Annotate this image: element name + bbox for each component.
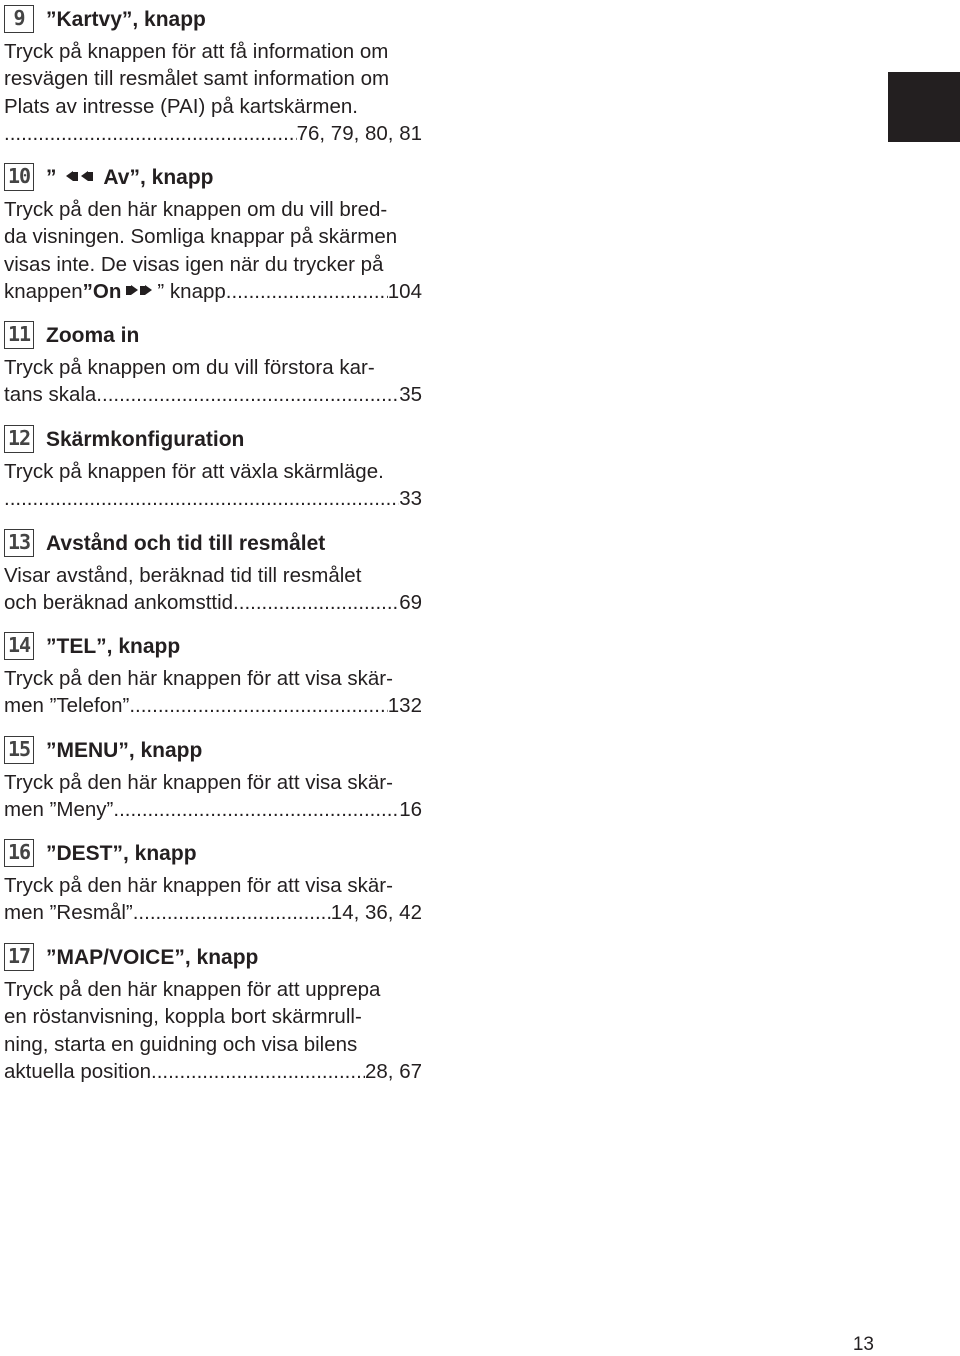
ref-pages: 132 (387, 694, 422, 718)
page-reference (4, 899, 422, 926)
entry-title (46, 164, 213, 192)
ref-prefix: aktuella position. (4, 1059, 157, 1083)
body-line: Tryck på den här knappen för att visa skär- (4, 667, 393, 690)
page-reference (4, 381, 422, 408)
entry-title: Avstånd och tid till resmålet (46, 532, 326, 555)
ref-pages: 33 (399, 487, 422, 511)
ref-prefix: men ”Resmål”. (4, 901, 139, 925)
title-text: Av”, knapp (103, 166, 214, 189)
entry-body (4, 458, 422, 513)
entry-body (4, 665, 422, 720)
entry-header (4, 422, 422, 458)
number-badge: 16 (4, 839, 34, 867)
ref-pages: 16 (399, 798, 422, 822)
leader-dots (226, 278, 388, 305)
entry-header (4, 2, 422, 38)
ref-prefix: tans skala. (4, 383, 102, 407)
entry-14 (4, 629, 422, 720)
leader-dots (4, 485, 399, 512)
page-reference (4, 485, 422, 512)
body-line: Tryck på den här knappen för att visa skär- (4, 771, 393, 794)
ref-pages: 69 (399, 591, 422, 615)
ref-prefix: och beräknad ankomsttid. (4, 591, 239, 615)
page-reference (4, 692, 422, 719)
entry-body (4, 38, 422, 147)
page-reference (4, 278, 422, 305)
ref-prefix: men ”Meny”. (4, 798, 120, 822)
number-badge: 14 (4, 632, 34, 660)
number-badge: 15 (4, 736, 34, 764)
entry-body (4, 976, 422, 1085)
body-line (4, 38, 422, 65)
body-line: Tryck på knappen om du vill förstora kar- (4, 356, 375, 379)
ref-pages: 76, 79, 80, 81 (296, 121, 422, 145)
entry-11 (4, 318, 422, 409)
entry-title: ”MENU”, knapp (46, 739, 203, 762)
leader-dots (138, 899, 330, 926)
ref-pages: 35 (399, 383, 422, 407)
entry-body (4, 354, 422, 409)
leader-dots (4, 120, 297, 147)
number-badge: 11 (4, 321, 34, 349)
body-line: visas inte. De visas igen när du trycker på (4, 252, 384, 276)
entry-13 (4, 526, 422, 617)
entry-title: Zooma in (46, 324, 140, 347)
body-line: da visningen. Somliga knappar på skärmen (4, 225, 398, 249)
entry-12 (4, 422, 422, 513)
entry-title: Skärmkonfiguration (46, 428, 245, 451)
number-badge: 17 (4, 943, 34, 971)
entry-10 (4, 160, 422, 305)
entry-9 (4, 2, 422, 147)
entry-body (4, 196, 422, 305)
body-line: resvägen till resmålet samt information om (4, 67, 390, 91)
ref-text: ” knapp (157, 279, 226, 303)
entry-title: ”DEST”, knapp (46, 842, 197, 865)
leader-dots (119, 796, 399, 823)
leader-dots (157, 1058, 365, 1085)
entry-body (4, 769, 422, 824)
ref-pages: 104 (387, 279, 422, 303)
entry-title: ”TEL”, knapp (46, 635, 181, 658)
entry-header (4, 940, 422, 976)
body-text: Visar avstånd, beräknad tid till resmålet (4, 564, 362, 587)
page-reference (4, 796, 422, 823)
entry-body (4, 872, 422, 927)
body-line (4, 976, 422, 1003)
title-quote: ” (46, 166, 57, 189)
entry-title: ”MAP/VOICE”, knapp (46, 946, 259, 969)
entry-17 (4, 940, 422, 1085)
entry-header (4, 836, 422, 872)
ref-pages: 14, 36, 42 (330, 901, 422, 925)
entry-title: ”Kartvy”, knapp (46, 8, 206, 31)
body-line: Tryck på den här knappen om du vill bred- (4, 198, 388, 221)
number-badge: 13 (4, 529, 34, 557)
body-line: Tryck på den här knappen för att visa skär- (4, 874, 393, 897)
forward-icon (123, 278, 155, 305)
page-reference (4, 589, 422, 616)
leader-dots (129, 692, 387, 719)
number-badge: 9 (4, 5, 34, 33)
chapter-tab (888, 72, 960, 142)
page-reference (4, 120, 422, 147)
ref-on-label: ”On (82, 279, 122, 303)
rewind-icon (64, 164, 96, 192)
body-text: Tryck på den här knappen för att upprepa (4, 978, 381, 1001)
page-number: 13 (852, 1334, 874, 1355)
entry-header (4, 526, 422, 562)
ref-prefix: men ”Telefon” (4, 694, 130, 718)
number-badge: 12 (4, 425, 34, 453)
body-text: en röstanvisning, koppla bort skärmrull- (4, 1005, 362, 1029)
entry-header (4, 733, 422, 769)
body-line (4, 1003, 422, 1030)
body-line (4, 562, 422, 589)
entry-header (4, 160, 422, 196)
ref-text: knappen (4, 279, 83, 303)
number-badge: 10 (4, 163, 34, 191)
body-line (4, 1031, 422, 1058)
leader-dots (239, 589, 399, 616)
entry-header (4, 318, 422, 354)
page-reference (4, 1058, 422, 1085)
leader-dots (102, 381, 399, 408)
body-line: Plats av intresse (PAI) på kartskärmen. (4, 94, 358, 118)
entry-15 (4, 733, 422, 824)
body-line: Tryck på knappen för att växla skärmläge. (4, 460, 384, 483)
body-text: ning, starta en guidning och visa bilens (4, 1032, 358, 1056)
entry-16 (4, 836, 422, 927)
entry-body (4, 562, 422, 617)
ref-pages: 28, 67 (365, 1059, 422, 1083)
body-text: Tryck på knappen för att få information om (4, 40, 389, 63)
entry-header (4, 629, 422, 665)
